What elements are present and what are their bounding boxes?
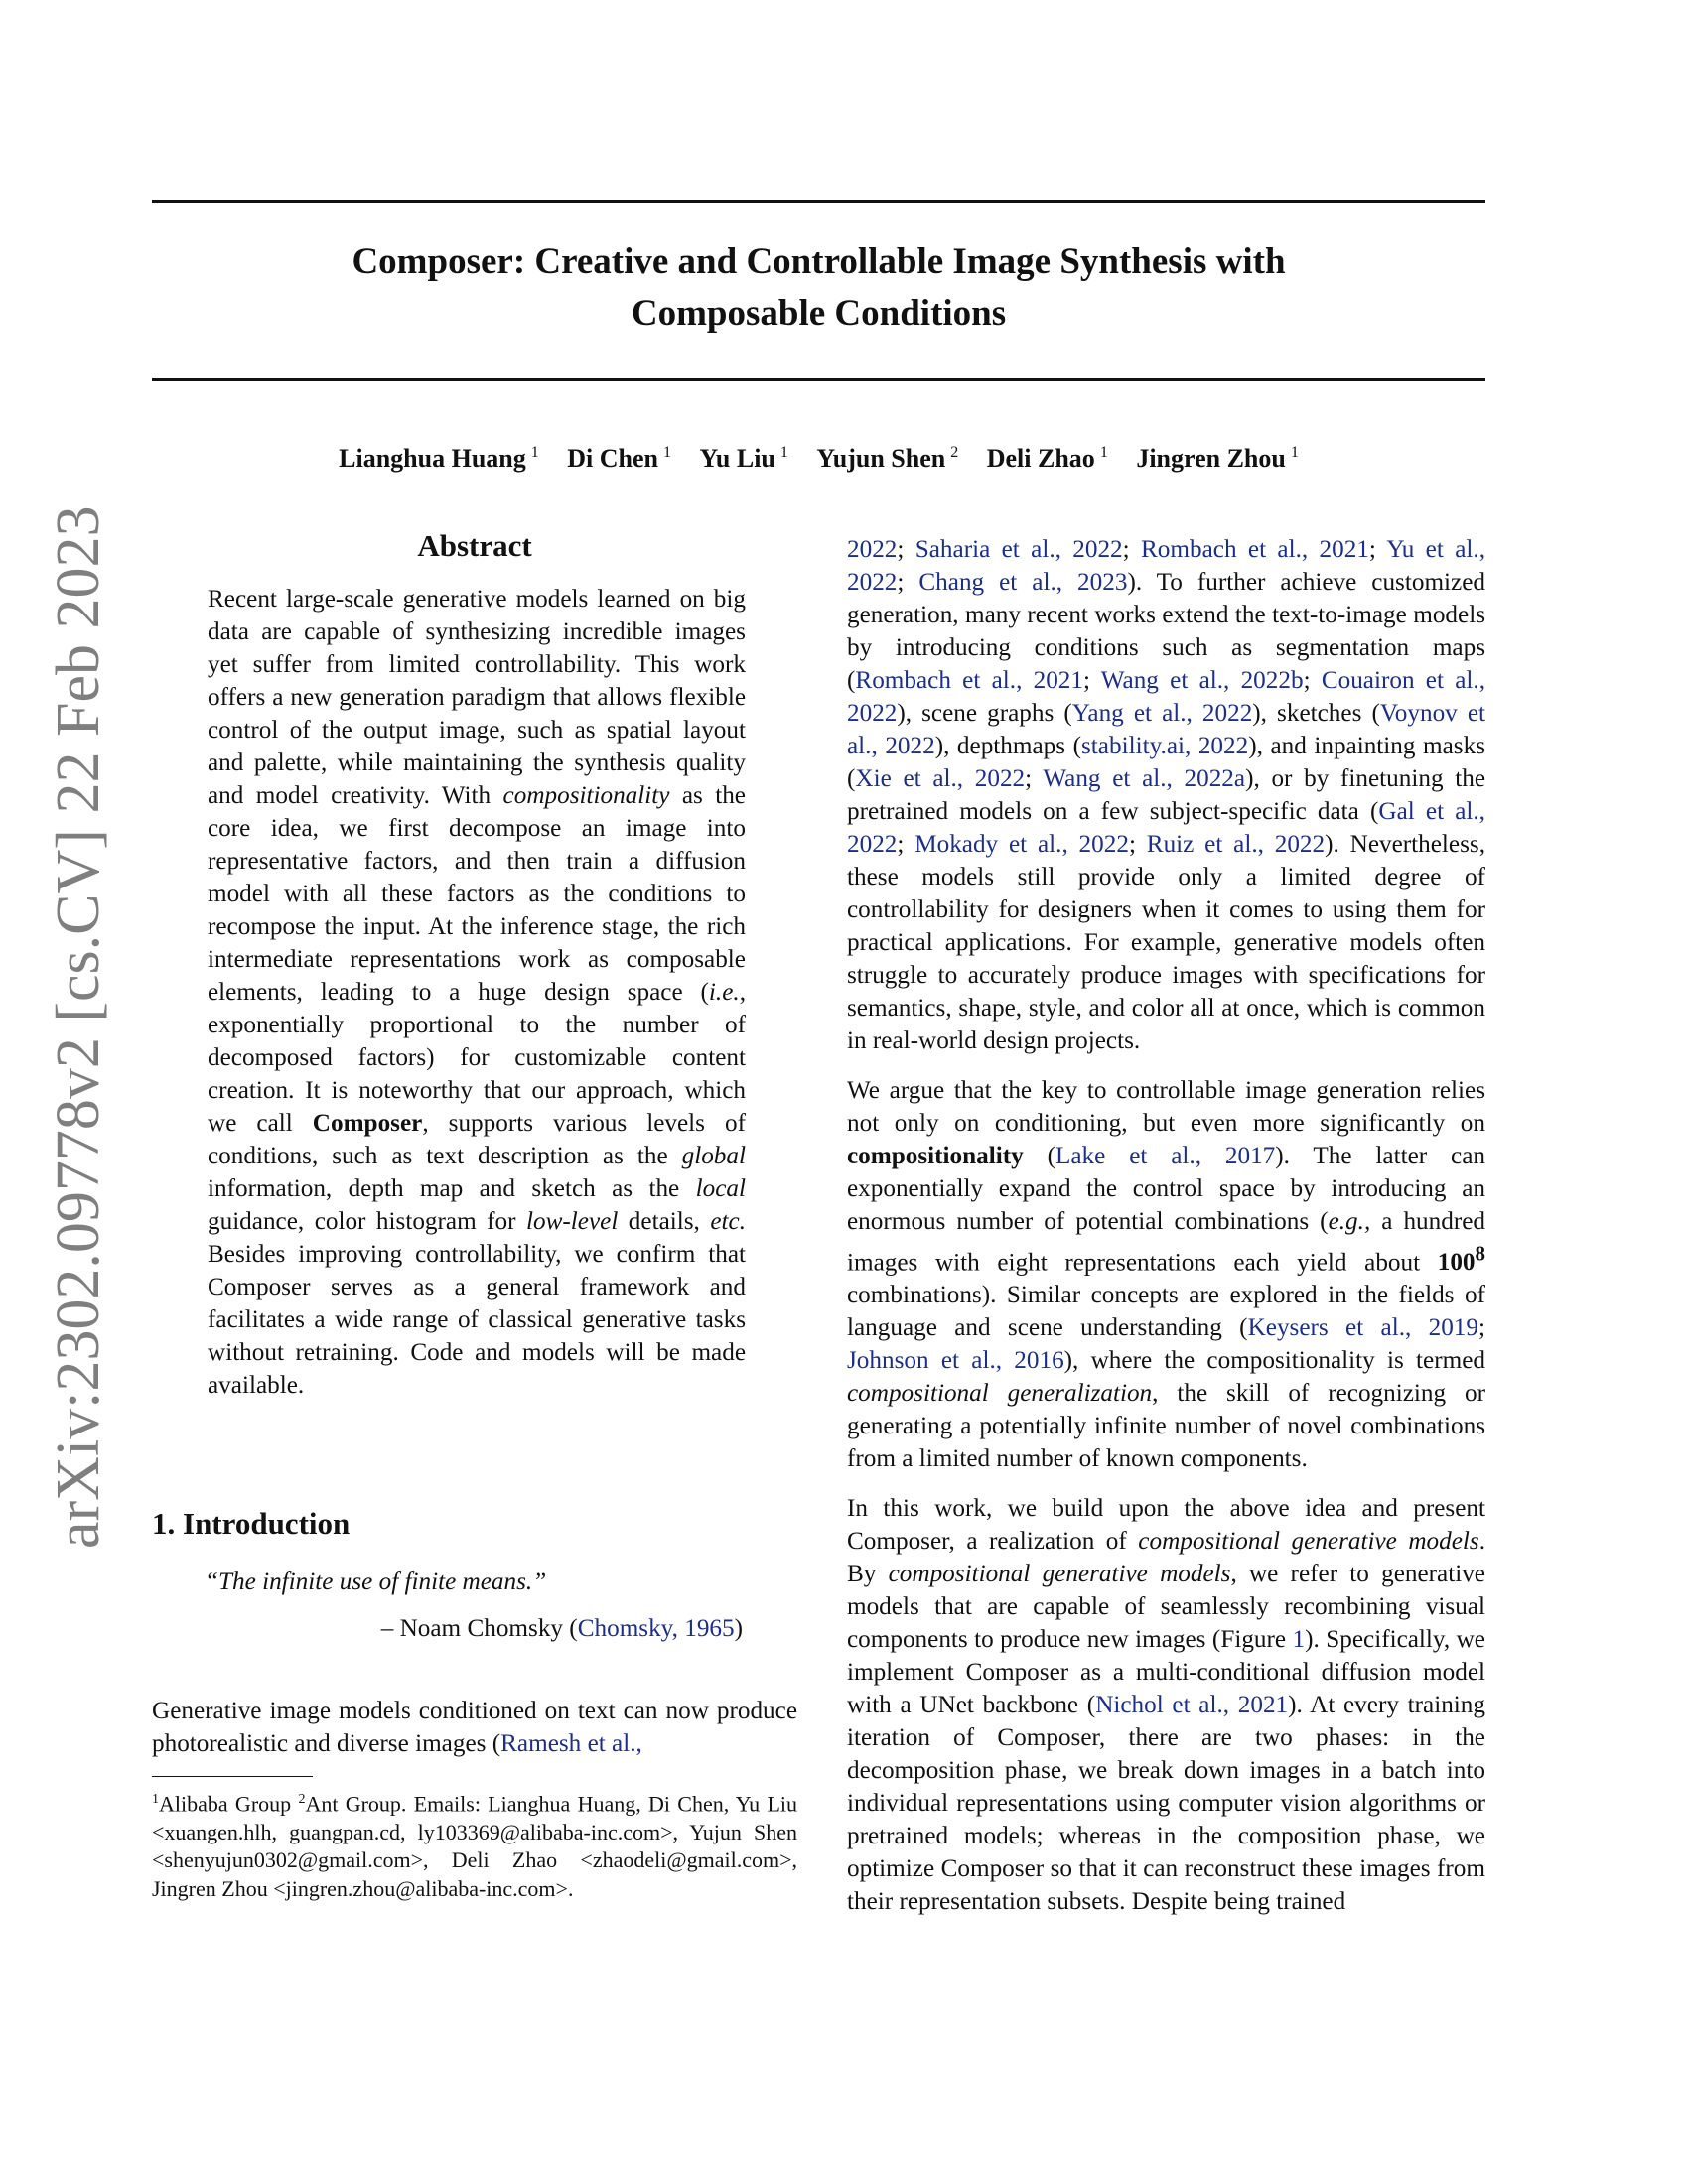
citation-link[interactable]: Lake et al., 2017	[1055, 1143, 1276, 1169]
footnote-marker: 1	[152, 1792, 159, 1807]
citation-link[interactable]: Chang et al., 2023	[918, 569, 1128, 596]
body-text-run: ), where the compositionality is termed	[1063, 1347, 1485, 1375]
citation-separator: ;	[1122, 536, 1141, 563]
citation-separator: ;	[897, 569, 919, 596]
citation-separator: ;	[1128, 831, 1147, 858]
citation-link[interactable]: Saharia et al., 2022	[914, 536, 1123, 563]
body-paragraph	[847, 533, 1485, 1057]
footnote-marker: 2	[298, 1792, 306, 1807]
author-name: Deli Zhao	[986, 443, 1095, 473]
right-column	[847, 533, 1485, 1935]
author-affiliation: 1	[1290, 444, 1299, 461]
intro-text-run: Generative image models conditioned on text can now produce photorealistic and diverse images (	[152, 1698, 797, 1757]
paper-title	[152, 236, 1485, 340]
epigraph-attribution	[152, 1612, 743, 1645]
citation-link[interactable]: Chomsky, 1965	[577, 1615, 735, 1642]
author-name: Lianghua Huang	[339, 443, 526, 473]
body-text-run: ). To further achieve customized generation, many recent works extend the text-to-image models by introducing conditions such as segmentation maps (	[847, 569, 1485, 694]
body-text-run: ), sketches (	[1252, 700, 1380, 727]
abstract-text-run: guidance, color histogram for	[208, 1208, 526, 1235]
body-text-run: (	[1023, 1143, 1055, 1169]
title-line-2: Composable Conditions	[631, 293, 1007, 334]
body-text-run: ), or by finetuning the pretrained models on a few subject-specific data (	[847, 765, 1486, 825]
author-list	[152, 437, 1485, 475]
author-name: Jingren Zhou	[1136, 443, 1286, 473]
emphasis: compositional generalization	[847, 1380, 1153, 1408]
body-text-run: . By	[847, 1528, 1485, 1588]
author-affiliation: 1	[663, 444, 671, 461]
emphasis: e.g.,	[1328, 1208, 1371, 1235]
abstract-emphasis: low-level	[526, 1208, 619, 1235]
math-exponent: 8	[1475, 1242, 1485, 1266]
citation-link[interactable]: stability.ai, 2022	[1081, 733, 1249, 759]
author	[567, 444, 671, 473]
author	[816, 444, 958, 473]
abstract-text	[208, 583, 746, 1402]
abstract-text-run: Recent large-scale generative models learned on big data are capable of synthesizing incredible images yet suffer from limited controllability. This work offers a new generation paradigm that allows flexible control of the output image, such as spatial layout and palette, while maintaining the synthesis quality and model creativity. With	[208, 586, 746, 809]
title-rule-bottom	[152, 378, 1485, 381]
bold-term: compositionality	[847, 1143, 1024, 1169]
citation-link[interactable]: Couairon et al., 2022	[847, 667, 1485, 727]
citation-link[interactable]: Gal et al., 2022	[847, 798, 1485, 858]
figure-reference-link[interactable]: 1	[1292, 1626, 1306, 1654]
attribution-text: – Noam Chomsky (	[380, 1615, 578, 1642]
citation-link[interactable]: Rombach et al., 2021	[855, 667, 1083, 694]
citation-link[interactable]: Wang et al., 2022b	[1100, 667, 1304, 694]
math-expression	[1437, 1242, 1485, 1277]
author-name: Yu Liu	[699, 443, 775, 473]
abstract-bold-term: Composer	[312, 1110, 423, 1137]
citation-link[interactable]: Ramesh et al.,	[500, 1730, 642, 1757]
body-text-run: combinations). Similar concepts are explored in the fields of language and scene understanding (	[847, 1282, 1485, 1342]
author-affiliation: 1	[1099, 444, 1108, 461]
epigraph-quote: “The infinite use of finite means.”	[205, 1569, 547, 1595]
emphasis: compositional generative models	[888, 1561, 1231, 1588]
author-name: Di Chen	[567, 443, 658, 473]
body-text-run: ). The latter can exponentially expand the control space by introducing an enormous number of potential combinations (	[847, 1143, 1485, 1235]
title-rule-top	[152, 200, 1485, 203]
abstract-text-run: details,	[618, 1208, 711, 1235]
attribution-text: )	[734, 1615, 743, 1642]
citation-link[interactable]: Xie et al., 2022	[855, 765, 1026, 792]
body-paragraph	[847, 1492, 1485, 1918]
abstract-heading: Abstract	[417, 528, 532, 563]
citation-separator: ;	[1025, 765, 1044, 792]
abstract-text-run: as the core idea, we first decompose an image into representative factors, and then train a diffusion model with all these factors as the conditions to recompose the input. At the inference stage, the rich intermediate representations work as composable elements, leading to a huge design space (	[208, 782, 746, 1006]
emphasis: compositional generative models	[1138, 1528, 1479, 1556]
body-text-run: ), scene graphs (	[897, 700, 1072, 727]
author-affiliation: 2	[950, 444, 959, 461]
citation-separator: ;	[1368, 536, 1387, 563]
author-affiliation: 1	[779, 444, 788, 461]
citation-link[interactable]: Wang et al., 2022a	[1043, 765, 1246, 792]
citation-link[interactable]: Rombach et al., 2021	[1141, 536, 1369, 563]
abstract-text-run: , supports various levels of conditions, such as text description as the	[208, 1110, 746, 1169]
citation-link[interactable]: Mokady et al., 2022	[914, 831, 1129, 858]
citation-separator: ;	[897, 536, 915, 563]
footnote-text: Alibaba Group	[159, 1791, 299, 1817]
body-text-run: In this work, we build upon the above idea and present Composer, a realization of	[847, 1495, 1485, 1556]
abstract-text-run: Besides improving controllability, we confirm that Composer serves as a general framework and facilitates a wide range of classical generative tasks without retraining. Code and models will be made available.	[208, 1241, 746, 1399]
body-text-run: ). Specifically, we implement Composer as a multi-conditional diffusion model with a UNet backbone (	[847, 1626, 1485, 1719]
title-line-1: Composer: Creative and Controllable Image Synthesis with	[352, 241, 1286, 282]
body-text-run: a hundred images with eight representations each yield about	[847, 1208, 1485, 1277]
abstract-emphasis: i.e.	[708, 979, 740, 1006]
body-text-run: We argue that the key to controllable image generation relies not only on conditioning, but even more significantly on	[847, 1077, 1485, 1137]
body-text-run: ). At every training iteration of Composer, there are two phases: in the decomposition phase, we break down images in a batch into individual representations using computer vision algorithms or pretrained models; whereas in the composition phase, we optimize Composer so that it can reconstruct these images from their representation subsets. Despite being trained	[847, 1692, 1485, 1916]
abstract-emphasis: global	[681, 1143, 746, 1169]
citation-separator: ;	[1303, 667, 1322, 694]
intro-paragraph	[152, 1695, 797, 1760]
citation-link[interactable]: Keysers et al., 2019	[1247, 1314, 1478, 1342]
abstract-text-run: , exponentially proportional to the number of decomposed factors) for customizable content creation. It is noteworthy that our approach, which we call	[208, 979, 746, 1137]
abstract-emphasis: etc.	[710, 1208, 746, 1235]
citation-link[interactable]: Voynov et al., 2022	[847, 700, 1485, 759]
citation-separator: ;	[1082, 667, 1101, 694]
author	[700, 444, 788, 473]
body-text-run: , we refer to generative models that are capable of seamlessly recombining visual components to produce new images (Figure	[847, 1561, 1485, 1654]
math-base: 100	[1437, 1249, 1476, 1277]
author	[1136, 444, 1299, 473]
section-heading-introduction: 1. Introduction	[152, 1506, 351, 1541]
citation-link[interactable]: Yang et al., 2022	[1071, 700, 1253, 727]
affiliation-footnote	[152, 1786, 797, 1903]
footnote-text: Ant Group. Emails: Lianghua Huang, Di Chen, Yu Liu <xuangen.hlh, guangpan.cd, ly103369@alibaba-inc.com>, Yujun Shen <shenyujun0302@gmail.com>, Deli Zhao <zhaodeli@gmail.com>, Jingren Zhou <jingren.zhou@alibaba-inc.com>.	[152, 1791, 797, 1901]
arxiv-identifier-stamp: arXiv:2302.09778v2 [cs.CV] 22 Feb 2023	[45, 505, 112, 1549]
abstract-emphasis: compositionality	[502, 782, 670, 809]
author-affiliation: 1	[530, 444, 539, 461]
author	[987, 444, 1108, 473]
citation-link[interactable]: 2022	[847, 536, 898, 563]
body-text-run: ). Nevertheless, these models still provide only a limited degree of controllability for designers when it comes to using them for practical applications. For example, generative models often struggle to accurately produce images with specifications for semantics, shape, style, and color all at once, which is common in real-world design projects.	[847, 831, 1486, 1054]
footnote-rule	[152, 1776, 313, 1777]
author-name: Yujun Shen	[816, 443, 946, 473]
citation-separator: ;	[897, 831, 915, 858]
citation-link[interactable]: Ruiz et al., 2022	[1146, 831, 1326, 858]
author	[339, 444, 539, 473]
body-paragraph	[847, 1074, 1485, 1475]
abstract-text-run: information, depth map and sketch as the	[208, 1175, 696, 1202]
body-text-run: , the skill of recognizing or generating a potentially infinite number of novel combinations from a limited number of known components.	[847, 1380, 1485, 1473]
citation-link[interactable]: Johnson et al., 2016	[847, 1347, 1064, 1375]
citation-link[interactable]: Nichol et al., 2021	[1095, 1692, 1289, 1719]
abstract-emphasis: local	[695, 1175, 746, 1202]
body-text-run: ), depthmaps (	[934, 733, 1081, 759]
body-text-run: ), and inpainting masks (	[847, 733, 1486, 792]
citation-link[interactable]: Yu et al., 2022	[847, 536, 1485, 596]
citation-separator: ;	[1478, 1314, 1485, 1342]
